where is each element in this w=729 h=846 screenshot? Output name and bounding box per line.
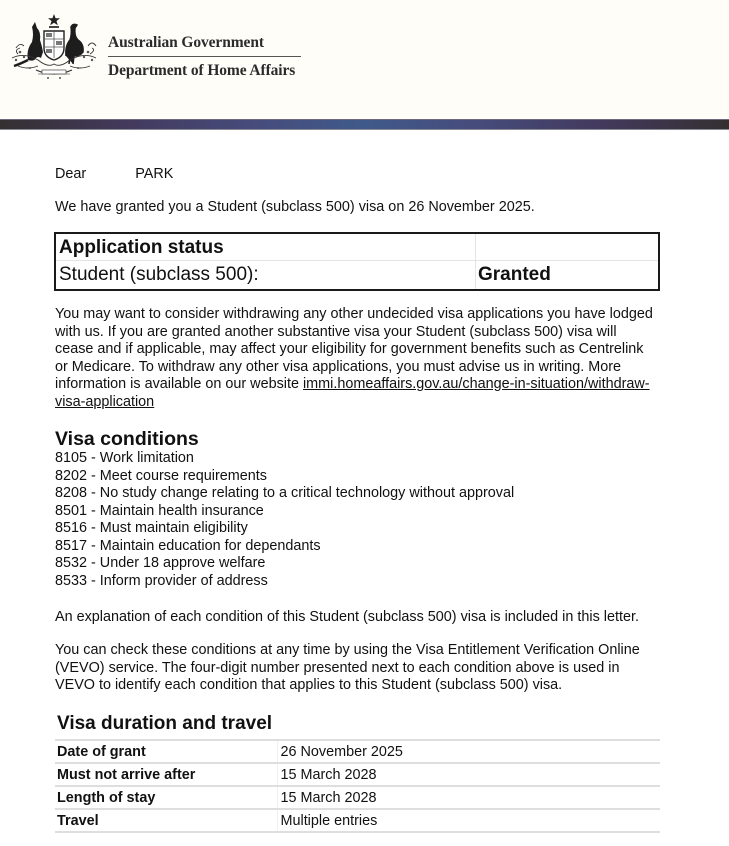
row-value: 26 November 2025 [277, 740, 660, 763]
withdraw-notice-text: You may want to consider withdrawing any other undecided visa applications you have lodged with us. If you are granted another substantive visa your Student (subclass 500) visa will cease and if applicable, may affect your eligibility for government benefits such as Centrelink or Medicare. To withdraw any other visa applications, you must advise us in writing. More information is available on our website [55, 306, 653, 392]
row-key: Travel [55, 809, 277, 832]
visa-conditions-heading: Visa conditions [55, 428, 199, 450]
table-row [55, 763, 660, 786]
government-wordmark [108, 34, 301, 80]
salutation [55, 166, 173, 184]
status-badge: Granted [478, 264, 551, 285]
header-colour-band [0, 119, 729, 130]
government-name: Australian Government [108, 34, 264, 51]
condition-item: 8208 - No study change relating to a critical technology without approval [55, 485, 515, 501]
status-table-row-divider [56, 260, 658, 261]
grant-statement: We have granted you a Student (subclass 500) visa on 26 November 2025. [55, 199, 535, 215]
table-row [55, 809, 660, 832]
row-key: Must not arrive after [55, 763, 277, 786]
recipient-name: PARK [135, 166, 174, 182]
visa-duration-heading: Visa duration and travel [57, 713, 273, 734]
row-key: Length of stay [55, 786, 277, 809]
coat-of-arms-icon [8, 12, 100, 86]
status-table-column-divider [475, 234, 476, 289]
row-key: Date of grant [55, 740, 277, 763]
table-row [55, 740, 660, 763]
vevo-note: You can check these conditions at any time by using the Visa Entitlement Verification Online (VEVO) service. The four-digit number presented next to each condition above is used in VEVO to identify each condition that applies to this Student (subclass 500) visa. [55, 642, 640, 693]
department-name: Department of Home Affairs [108, 62, 296, 79]
conditions-explanation: An explanation of each condition of this Student (subclass 500) visa is included in this letter. [55, 609, 639, 625]
withdraw-application-link[interactable]: immi.homeaffairs.gov.au/change-in-situation/withdraw-visa-application [55, 376, 650, 410]
condition-item: 8202 - Meet course requirements [55, 467, 267, 484]
application-status-table [54, 232, 660, 291]
condition-item: 8105 - Work limitation [55, 450, 194, 466]
application-status-title: Application status [59, 237, 224, 258]
visa-subclass-label: Student (subclass 500): [59, 264, 259, 285]
condition-item: 8533 - Inform provider of address [55, 572, 268, 589]
visa-conditions-list [55, 450, 514, 590]
condition-item: 8517 - Maintain education for dependants [55, 537, 321, 554]
wordmark-divider [108, 56, 301, 57]
visa-duration-table [55, 739, 660, 833]
withdraw-notice [55, 306, 655, 411]
condition-item: 8501 - Maintain health insurance [55, 502, 264, 519]
condition-item: 8516 - Must maintain eligibility [55, 520, 248, 536]
condition-item: 8532 - Under 18 approve welfare [55, 555, 266, 571]
salutation-word: Dear [55, 166, 87, 182]
letterhead [0, 0, 729, 119]
row-value: Multiple entries [277, 809, 660, 832]
row-value: 15 March 2028 [277, 763, 660, 786]
table-row [55, 786, 660, 809]
row-value: 15 March 2028 [277, 786, 660, 809]
